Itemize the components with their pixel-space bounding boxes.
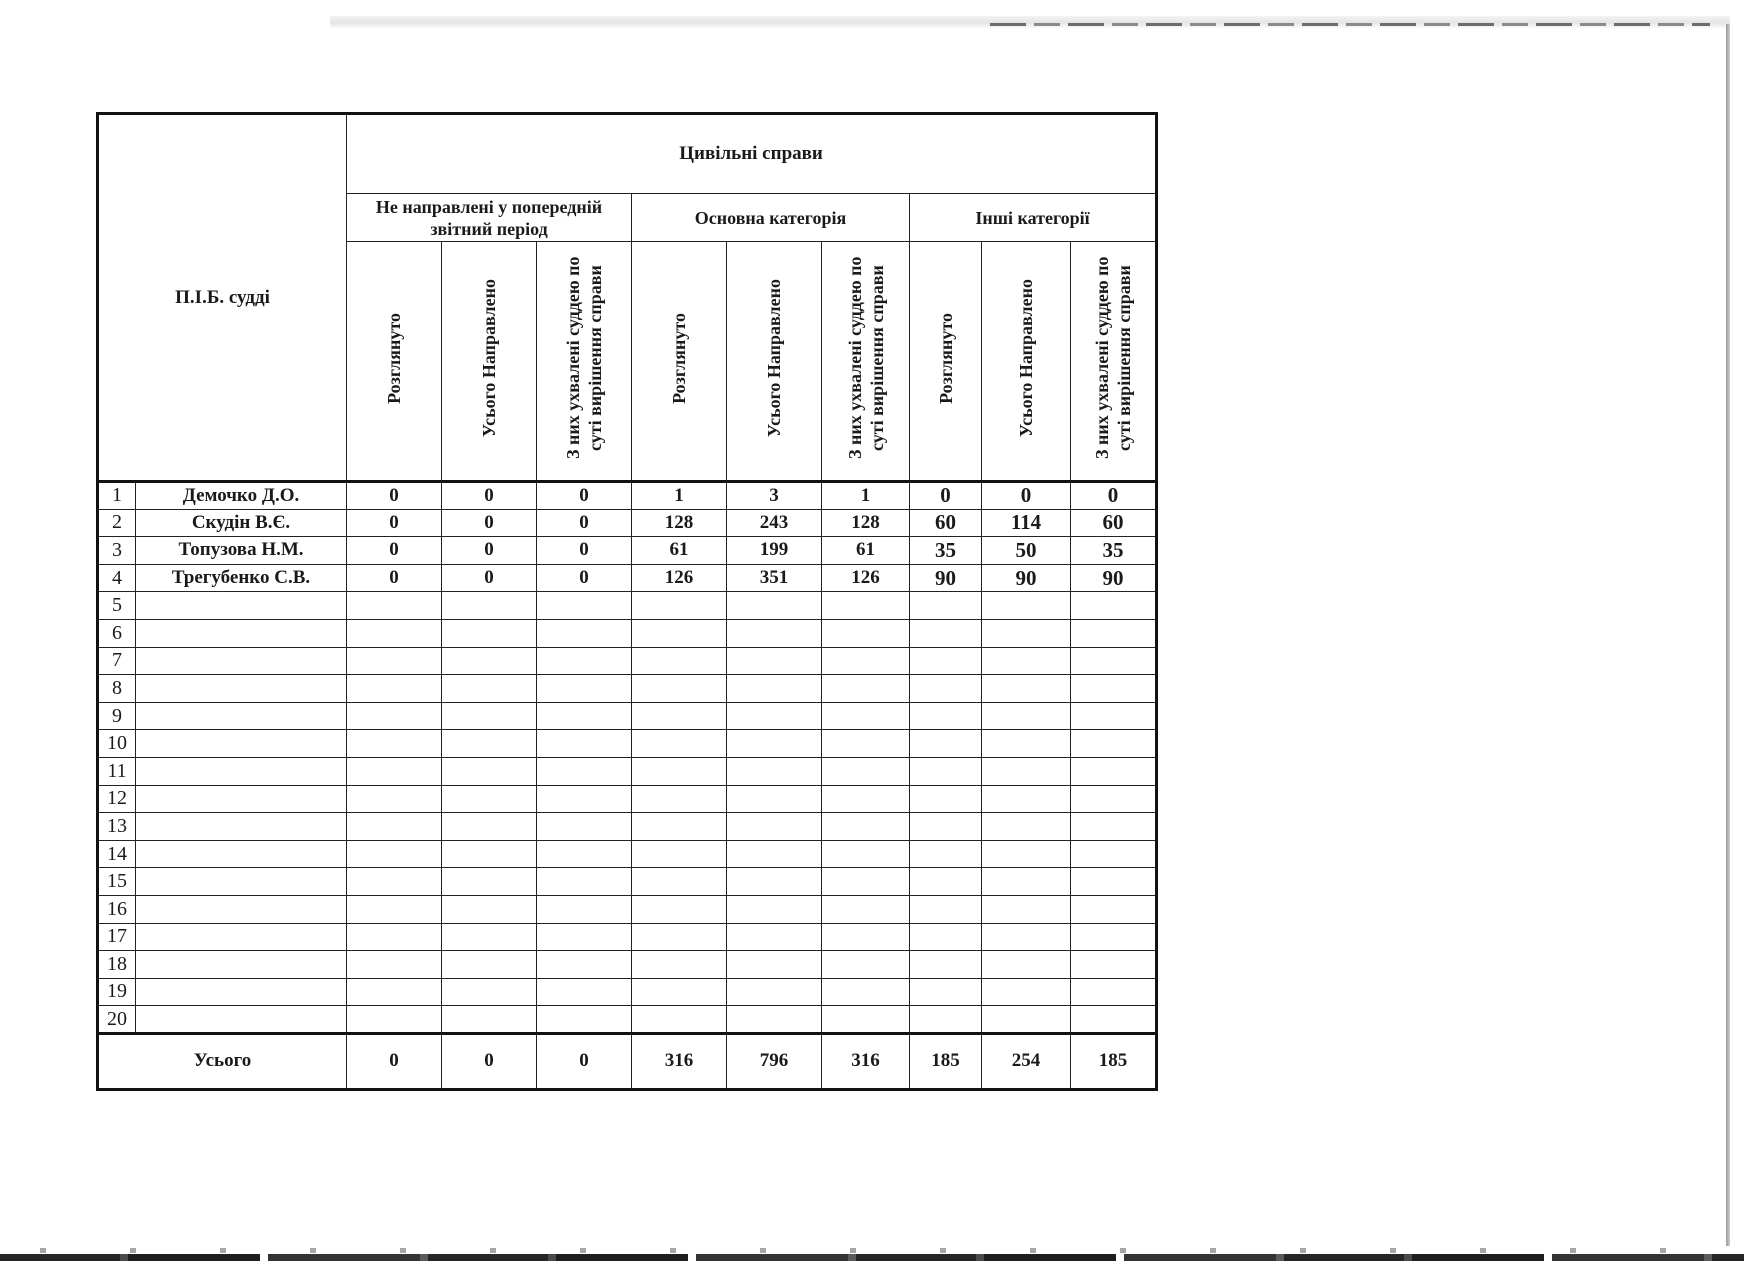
table-row [98,675,1157,703]
value-cell [442,813,537,841]
value-cell: 90 [1071,564,1157,592]
value-cell [982,840,1071,868]
subheader-label: З них ухвалені суддею по суті вирішення справи [1092,256,1135,460]
row-number: 11 [98,757,136,785]
value-cell: 61 [632,537,727,565]
row-number: 17 [98,923,136,951]
value-cell [442,1006,537,1034]
value-cell: 0 [537,509,632,537]
value-cell [347,978,442,1006]
judge-name [136,592,347,620]
value-cell [982,895,1071,923]
value-cell: 0 [442,564,537,592]
civil-cases-header: Цивільні справи [347,114,1157,194]
table-row [98,730,1157,758]
judge-name [136,951,347,979]
value-cell: 0 [347,537,442,565]
table-row [98,537,1157,565]
value-cell [727,868,822,896]
value-cell: 0 [347,564,442,592]
total-value: 316 [822,1033,910,1089]
value-cell [537,951,632,979]
value-cell [442,840,537,868]
subheader-cell [347,242,442,482]
row-number: 18 [98,951,136,979]
value-cell [1071,895,1157,923]
judge-name [136,868,347,896]
value-cell [982,813,1071,841]
value-cell: 243 [727,509,822,537]
value-cell [537,868,632,896]
value-cell [822,978,910,1006]
row-number: 15 [98,868,136,896]
value-cell [727,619,822,647]
value-cell [347,1006,442,1034]
subheader-label: Усього Направлено [764,278,785,438]
total-value: 185 [910,1033,982,1089]
subheader-cell [910,242,982,482]
value-cell [442,702,537,730]
value-cell: 126 [632,564,727,592]
value-cell [910,592,982,620]
value-cell [982,757,1071,785]
subheader-label: З них ухвалені суддею по суті вирішення справи [563,256,606,460]
value-cell [632,675,727,703]
value-cell [442,978,537,1006]
value-cell: 0 [1071,482,1157,510]
value-cell: 351 [727,564,822,592]
value-cell [442,785,537,813]
value-cell [1071,840,1157,868]
value-cell [727,730,822,758]
value-cell [347,923,442,951]
value-cell [632,978,727,1006]
value-cell: 60 [910,509,982,537]
value-cell [1071,757,1157,785]
value-cell [910,840,982,868]
subheader-cell [537,242,632,482]
value-cell [822,895,910,923]
value-cell [442,619,537,647]
value-cell: 0 [442,509,537,537]
value-cell [910,619,982,647]
value-cell [822,813,910,841]
row-number: 5 [98,592,136,620]
total-value: 796 [727,1033,822,1089]
value-cell [442,592,537,620]
value-cell [727,757,822,785]
value-cell [982,978,1071,1006]
value-cell [910,785,982,813]
value-cell [632,785,727,813]
judge-name [136,757,347,785]
value-cell [1071,619,1157,647]
table-row [98,509,1157,537]
subheader-label: Усього Направлено [1016,278,1037,438]
value-cell [910,868,982,896]
value-cell [822,785,910,813]
value-cell [1071,702,1157,730]
value-cell [822,619,910,647]
value-cell: 35 [1071,537,1157,565]
value-cell [537,757,632,785]
value-cell [910,923,982,951]
value-cell [910,757,982,785]
value-cell [822,951,910,979]
value-cell [910,895,982,923]
table-row [98,619,1157,647]
judge-name: Трегубенко С.В. [136,564,347,592]
value-cell [1071,813,1157,841]
value-cell [910,675,982,703]
value-cell [1071,923,1157,951]
value-cell [347,675,442,703]
judge-name [136,978,347,1006]
subheader-label: З них ухвалені суддею по суті вирішення справи [844,256,887,460]
value-cell [537,785,632,813]
table-row [98,647,1157,675]
value-cell [537,702,632,730]
value-cell [822,592,910,620]
row-number: 14 [98,840,136,868]
value-cell [1071,647,1157,675]
row-number: 4 [98,564,136,592]
value-cell [982,923,1071,951]
group-header-not-sent: Не направлені у попередній звітний період [347,194,632,242]
value-cell [632,813,727,841]
value-cell [982,1006,1071,1034]
value-cell [910,702,982,730]
value-cell [347,868,442,896]
value-cell [537,675,632,703]
value-cell [442,730,537,758]
value-cell [537,895,632,923]
subheader-label: Усього Направлено [479,278,500,438]
value-cell [442,951,537,979]
value-cell [727,785,822,813]
value-cell [1071,868,1157,896]
value-cell [537,1006,632,1034]
value-cell: 60 [1071,509,1157,537]
group-header-other-categories: Інші категорії [910,194,1157,242]
value-cell [982,647,1071,675]
value-cell [822,840,910,868]
value-cell: 0 [442,482,537,510]
value-cell: 0 [442,537,537,565]
judge-name [136,730,347,758]
value-cell [910,978,982,1006]
value-cell [347,592,442,620]
value-cell [822,868,910,896]
value-cell: 0 [537,564,632,592]
value-cell [347,757,442,785]
value-cell [347,813,442,841]
table-row [98,702,1157,730]
value-cell [347,702,442,730]
value-cell [822,730,910,758]
table-row [98,813,1157,841]
value-cell [347,785,442,813]
judges-civil-cases-table [96,112,1158,1091]
judge-name [136,840,347,868]
judge-name [136,619,347,647]
value-cell [1071,951,1157,979]
row-number: 13 [98,813,136,841]
total-value: 0 [442,1033,537,1089]
value-cell [632,951,727,979]
value-cell: 0 [347,509,442,537]
judge-name: Топузова Н.М. [136,537,347,565]
value-cell [347,951,442,979]
value-cell [822,1006,910,1034]
value-cell [632,647,727,675]
row-number: 7 [98,647,136,675]
judge-name [136,785,347,813]
value-cell [442,923,537,951]
judge-name [136,895,347,923]
value-cell [537,923,632,951]
group-header-main-category: Основна категорія [632,194,910,242]
value-cell [632,895,727,923]
table-row [98,1006,1157,1034]
value-cell [822,675,910,703]
total-value: 0 [537,1033,632,1089]
value-cell: 128 [632,509,727,537]
total-label: Усього [98,1033,347,1089]
value-cell: 90 [982,564,1071,592]
value-cell [727,840,822,868]
subheader-cell [1071,242,1157,482]
value-cell [632,592,727,620]
subheader-label: Розглянуто [935,312,956,404]
value-cell: 90 [910,564,982,592]
scan-edge-top [330,16,1730,28]
value-cell [982,951,1071,979]
judge-name-header: П.І.Б. судді [98,114,347,482]
table-row [98,895,1157,923]
table-row [98,482,1157,510]
total-value: 254 [982,1033,1071,1089]
value-cell [347,619,442,647]
value-cell [632,1006,727,1034]
total-value: 185 [1071,1033,1157,1089]
value-cell [347,840,442,868]
value-cell [1071,978,1157,1006]
value-cell [442,647,537,675]
value-cell [982,730,1071,758]
judge-name: Демочко Д.О. [136,482,347,510]
value-cell [632,840,727,868]
judge-name [136,702,347,730]
value-cell: 0 [910,482,982,510]
value-cell: 128 [822,509,910,537]
table-row [98,785,1157,813]
value-cell: 0 [347,482,442,510]
row-number: 8 [98,675,136,703]
table-row [98,978,1157,1006]
value-cell: 114 [982,509,1071,537]
subheader-label: Розглянуто [384,312,405,404]
value-cell: 0 [537,537,632,565]
total-value: 316 [632,1033,727,1089]
value-cell: 61 [822,537,910,565]
subheader-cell [632,242,727,482]
value-cell [632,730,727,758]
value-cell: 126 [822,564,910,592]
value-cell [347,647,442,675]
value-cell [537,840,632,868]
row-number: 6 [98,619,136,647]
value-cell [727,675,822,703]
value-cell [1071,592,1157,620]
row-number: 2 [98,509,136,537]
value-cell [442,868,537,896]
value-cell [910,730,982,758]
total-row [98,1033,1157,1089]
value-cell [1071,730,1157,758]
value-cell [537,978,632,1006]
value-cell [727,951,822,979]
value-cell [347,895,442,923]
value-cell: 3 [727,482,822,510]
value-cell: 1 [822,482,910,510]
value-cell [727,895,822,923]
value-cell [727,647,822,675]
value-cell: 0 [537,482,632,510]
value-cell [982,702,1071,730]
value-cell [982,868,1071,896]
table-row [98,840,1157,868]
value-cell [442,895,537,923]
value-cell: 199 [727,537,822,565]
subheader-cell [727,242,822,482]
value-cell [727,702,822,730]
value-cell [442,757,537,785]
value-cell [822,757,910,785]
value-cell [727,1006,822,1034]
subheader-cell [822,242,910,482]
scan-edge-right [1726,24,1730,1246]
value-cell [727,978,822,1006]
value-cell [632,868,727,896]
value-cell [727,813,822,841]
table-row [98,564,1157,592]
judge-name [136,813,347,841]
judge-name [136,923,347,951]
judge-name [136,647,347,675]
row-number: 16 [98,895,136,923]
value-cell: 35 [910,537,982,565]
value-cell [347,730,442,758]
judge-name [136,675,347,703]
value-cell [910,951,982,979]
row-number: 20 [98,1006,136,1034]
table-row [98,868,1157,896]
value-cell [982,619,1071,647]
value-cell [910,647,982,675]
value-cell [727,592,822,620]
value-cell [632,923,727,951]
total-value: 0 [347,1033,442,1089]
row-number: 19 [98,978,136,1006]
row-number: 1 [98,482,136,510]
value-cell [727,923,822,951]
value-cell: 0 [982,482,1071,510]
value-cell [537,730,632,758]
row-number: 10 [98,730,136,758]
row-number: 12 [98,785,136,813]
table-body [98,482,1157,1034]
value-cell [1071,785,1157,813]
value-cell [822,923,910,951]
row-number: 3 [98,537,136,565]
row-number: 9 [98,702,136,730]
subheader-cell [982,242,1071,482]
table-row [98,951,1157,979]
value-cell [632,702,727,730]
subheader-label: Розглянуто [669,312,690,404]
judge-name: Скудін В.Є. [136,509,347,537]
table-row [98,757,1157,785]
judge-name [136,1006,347,1034]
value-cell [910,1006,982,1034]
value-cell [822,647,910,675]
value-cell [442,675,537,703]
value-cell [1071,675,1157,703]
value-cell [982,592,1071,620]
value-cell [537,813,632,841]
value-cell [910,813,982,841]
table-row [98,923,1157,951]
value-cell [982,785,1071,813]
value-cell [537,647,632,675]
value-cell [822,702,910,730]
value-cell: 50 [982,537,1071,565]
value-cell [537,592,632,620]
value-cell [1071,1006,1157,1034]
value-cell: 1 [632,482,727,510]
subheader-cell [442,242,537,482]
value-cell [632,619,727,647]
scan-edge-bottom [0,1254,1744,1261]
value-cell [632,757,727,785]
value-cell [982,675,1071,703]
table-row [98,592,1157,620]
value-cell [537,619,632,647]
